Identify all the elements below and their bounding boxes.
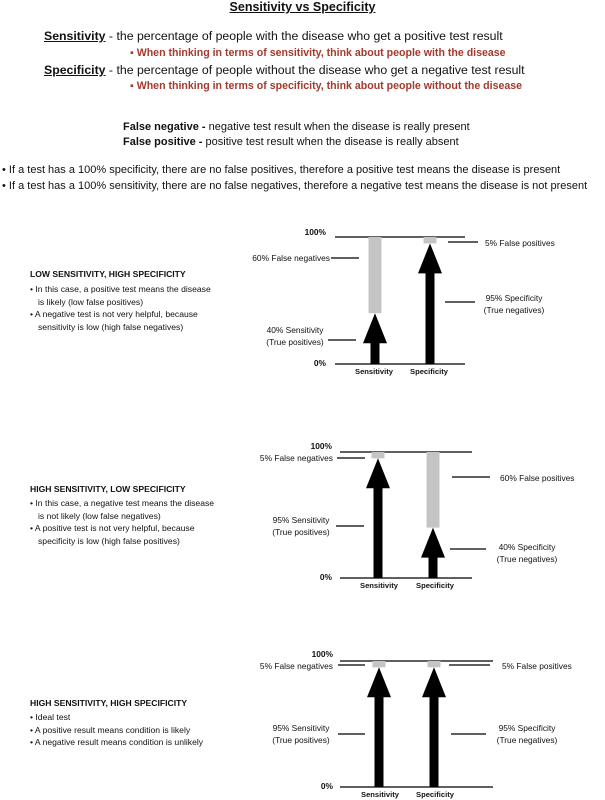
chart-1-xlabel-sensitivity: Sensitivity [355,367,393,376]
chart-1-sensitivity-arrow [363,313,387,364]
rule-sensitivity: • If a test has a 100% sensitivity, there are no false negatives, therefore a negative test means the disease is not present [2,180,588,192]
list-item: • A negative test is not very helpful, because [30,309,198,319]
chart-3-specificity-gray-bar [428,661,441,667]
chart-2-xlabel-sensitivity: Sensitivity [360,581,398,590]
chart-1-label-sensitivity: 40% Sensitivity (True positives) [266,325,324,347]
chart-2-sensitivity-gray-bar [372,452,385,458]
chart-1-label-specificity: 95% Specificity (True negatives) [483,293,545,315]
list-item: sensitivity is low (high false negatives) [38,321,184,332]
sensitivity-term: Sensitivity [44,29,106,43]
chart-2-specificity-gray-bar [427,452,440,528]
chart-1-xlabel-specificity: Specificity [410,367,448,376]
chart-2-specificity-arrow [421,528,445,578]
chart-3-label-false-positives: 5% False positives [502,661,572,671]
chart-3-xlabel-sensitivity: Sensitivity [361,790,399,799]
false-negative-definition: False negative - negative test result when the disease is really present [123,121,470,133]
chart-2-xlabel-specificity: Specificity [416,581,454,590]
chart-3-sensitivity-gray-bar [373,661,386,667]
list-item: • A positive test is not very helpful, because [30,523,195,533]
chart-2-sensitivity-arrow [366,458,390,578]
section-2-title: HIGH SENSITIVITY, LOW SPECIFICITY [30,484,186,494]
chart-1-axis-top: 100% [304,227,326,237]
sensitivity-hint: ▪ When thinking in terms of sensitivity, think about people with the disease [130,47,506,59]
chart-1-label-false-negatives: 60% False negatives [252,253,330,263]
chart-1-sensitivity-gray-bar [369,237,382,313]
specificity-text: - the percentage of people without the disease who get a negative test result [105,63,525,77]
chart-3-label-sensitivity: 95% Sensitivity (True positives) [272,723,330,745]
chart-2-axis-top: 100% [310,441,332,451]
chart-2-label-false-positives: 60% False positives [500,473,575,483]
specificity-term: Specificity [44,63,106,77]
chart-3-label-false-negatives: 5% False negatives [259,661,333,671]
list-item: • Ideal test [30,712,71,722]
chart-2-axis-bottom: 0% [319,572,332,582]
chart-3-sensitivity-arrow [367,667,391,787]
list-item: is likely (low false positives) [38,296,144,307]
chart-1-specificity-gray-bar [424,237,437,243]
false-positive-definition: False positive - positive test result when the disease is really absent [123,136,459,148]
specificity-hint: ▪ When thinking in terms of specificity, think about people without the disease [130,80,523,92]
chart-1-specificity-arrow [418,243,442,364]
chart-2-label-false-negatives: 5% False negatives [259,453,333,463]
section-3-title: HIGH SENSITIVITY, HIGH SPECIFICITY [30,698,188,708]
chart-1-axis-bottom: 0% [313,358,326,368]
list-item: specificity is low (high false positives) [38,535,180,546]
list-item: is not likely (low false negatives) [38,510,161,521]
chart-2-label-specificity: 40% Specificity (True negatives) [496,542,558,564]
chart-1-label-false-positives: 5% False positives [485,238,555,248]
page-title: Sensitivity vs Specificity [229,0,376,14]
section-1-title: LOW SENSITIVITY, HIGH SPECIFICITY [30,269,186,279]
list-item: • A positive result means condition is likely [30,724,191,735]
sensitivity-text: - the percentage of people with the disease who get a positive test result [105,29,503,43]
chart-3-xlabel-specificity: Specificity [416,790,454,799]
list-item: • A negative result means condition is unlikely [30,737,204,747]
chart-3-axis-bottom: 0% [320,781,333,791]
chart-3-axis-top: 100% [311,649,333,659]
chart-3-specificity-arrow [422,667,446,787]
chart-2-label-sensitivity: 95% Sensitivity (True positives) [272,515,330,537]
chart-3-label-specificity: 95% Specificity (True negatives) [496,723,558,745]
list-item: • In this case, a positive test means the disease [30,284,211,294]
list-item: • In this case, a negative test means the disease [30,498,215,508]
rule-specificity: • If a test has a 100% specificity, there are no false positives, therefore a positive test means the disease is present [2,164,561,176]
